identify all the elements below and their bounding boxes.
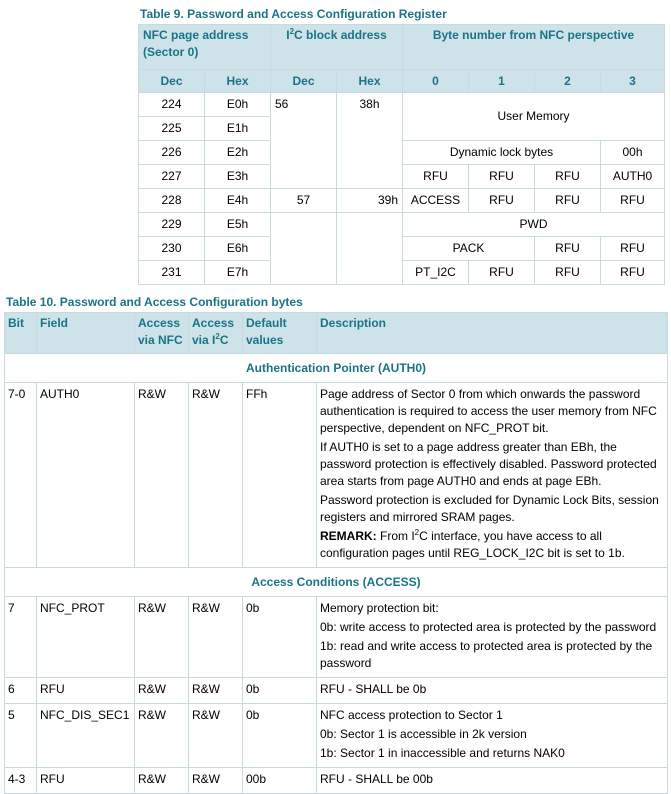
i2c-hex: 38h [337, 93, 403, 189]
table10-caption: Table 10. Password and Access Configuration bytes [6, 295, 303, 309]
page-hex: E5h [205, 213, 271, 237]
field-header: Field [37, 313, 135, 354]
table-row [139, 93, 665, 117]
i2c-dec: 56 [271, 93, 337, 189]
byte-2-header: 2 [535, 70, 601, 93]
nfc-access-cell: R&W [135, 678, 189, 704]
table-row [5, 704, 668, 768]
table10 [4, 312, 668, 794]
i2c-access-cell: R&W [189, 678, 243, 704]
dec-header: Dec [139, 70, 205, 93]
bit-header: Bit [5, 313, 37, 354]
page-dec: 224 [139, 93, 205, 117]
page-dec: 227 [139, 165, 205, 189]
nfc-access-cell: R&W [135, 704, 189, 768]
default-cell: 0b [243, 678, 317, 704]
hex-header: Hex [337, 70, 403, 93]
description-header: Description [317, 313, 668, 354]
field-cell: RFU [37, 768, 135, 794]
i2c-access-cell: R&W [189, 383, 243, 568]
byte-cell: RFU [469, 261, 535, 285]
byte-3-header: 3 [601, 70, 665, 93]
default-cell: 0b [243, 597, 317, 678]
description-cell: Page address of Sector 0 from which onwards the password authentication is required to access the user memory from NFC perspective, dependent on NFC_PROT bit. If AUTH0 is set to a page address greater than EBh, the password protection is effectively disabled. Password protected area starts from page AUTH0 and ends at page EBh. Password protection is excluded for Dynamic Lock Bits, session registers and mirrored SRAM pages. REMARK: From $I^2C$ interface, you have access to all configuration pages until REG_LOCK_I2C bit is set to 1b. [317, 383, 668, 568]
user-memory-cell: User Memory [403, 93, 665, 141]
default-cell: FFh [243, 383, 317, 568]
nfc-page-address-header: NFC page address (Sector 0) [139, 25, 271, 70]
default-cell: 0b [243, 704, 317, 768]
i2c-block-address-header: $I^2C$ block address [271, 25, 403, 70]
i2c-access-cell: R&W [189, 704, 243, 768]
bit-cell: 7 [5, 597, 37, 678]
table9 [138, 24, 665, 285]
page-dec: 229 [139, 213, 205, 237]
field-cell: NFC_PROT [37, 597, 135, 678]
page-dec: 228 [139, 189, 205, 213]
access-nfc-header: Access via NFC [135, 313, 189, 354]
bit-cell: 7-0 [5, 383, 37, 568]
table-row [5, 678, 668, 704]
bit-cell: 5 [5, 704, 37, 768]
table-row [5, 383, 668, 568]
page-hex: E2h [205, 141, 271, 165]
byte-cell: 00h [601, 141, 665, 165]
table9-caption: Table 9. Password and Access Configuration Register [140, 7, 447, 21]
section-row [5, 568, 668, 597]
i2c-hex-blank [337, 213, 403, 285]
page-dec: 230 [139, 237, 205, 261]
dynamic-lock-bytes-cell: Dynamic lock bytes [403, 141, 601, 165]
page-dec: 226 [139, 141, 205, 165]
i2c-access-cell: R&W [189, 597, 243, 678]
page-hex: E1h [205, 117, 271, 141]
page-dec: 225 [139, 117, 205, 141]
nfc-access-cell: R&W [135, 383, 189, 568]
table-row [5, 597, 668, 678]
description-cell: Memory protection bit: 0b: write access to protected area is protected by the password 1b: read and write access to protected area is protected by the password [317, 597, 668, 678]
section-row [5, 354, 668, 383]
i2c-hex: 39h [337, 189, 403, 213]
section-access: Access Conditions (ACCESS) [5, 568, 668, 597]
default-header: Default values [243, 313, 317, 354]
i2c-access-cell: R&W [189, 768, 243, 794]
byte-cell: RFU [403, 165, 469, 189]
table-row [5, 768, 668, 794]
nfc-access-cell: R&W [135, 597, 189, 678]
page-dec: 231 [139, 261, 205, 285]
byte-cell: RFU [535, 165, 601, 189]
nfc-access-cell: R&W [135, 768, 189, 794]
byte-cell: RFU [469, 165, 535, 189]
byte-0-header: 0 [403, 70, 469, 93]
page-hex: E6h [205, 237, 271, 261]
byte-cell: RFU [601, 261, 665, 285]
byte-cell: PT_I2C [403, 261, 469, 285]
byte-1-header: 1 [469, 70, 535, 93]
bit-cell: 4-3 [5, 768, 37, 794]
field-cell: NFC_DIS_SEC1 [37, 704, 135, 768]
description-cell: RFU - SHALL be 0b [317, 678, 668, 704]
byte-cell: RFU [535, 261, 601, 285]
page-hex: E0h [205, 93, 271, 117]
description-cell: RFU - SHALL be 00b [317, 768, 668, 794]
i2c-dec: 57 [271, 189, 337, 213]
hex-header: Hex [205, 70, 271, 93]
i2c-dec-blank [271, 213, 337, 285]
dec-header: Dec [271, 70, 337, 93]
byte-cell: RFU [535, 237, 601, 261]
section-auth0: Authentication Pointer (AUTH0) [5, 354, 668, 383]
table-row [139, 213, 665, 237]
byte-number-header: Byte number from NFC perspective [403, 25, 665, 70]
byte-cell: RFU [535, 189, 601, 213]
default-cell: 00b [243, 768, 317, 794]
pwd-cell: PWD [403, 213, 665, 237]
page-hex: E3h [205, 165, 271, 189]
table-row [139, 189, 665, 213]
bit-cell: 6 [5, 678, 37, 704]
byte-cell: ACCESS [403, 189, 469, 213]
byte-cell: AUTH0 [601, 165, 665, 189]
page-hex: E7h [205, 261, 271, 285]
byte-cell: RFU [469, 189, 535, 213]
page-hex: E4h [205, 189, 271, 213]
access-i2c-header: Access via $I^2C$ [189, 313, 243, 354]
pack-cell: PACK [403, 237, 535, 261]
byte-cell: RFU [601, 189, 665, 213]
field-cell: RFU [37, 678, 135, 704]
description-cell: NFC access protection to Sector 1 0b: Sector 1 is accessible in 2k version 1b: Sector 1 in inaccessible and returns NAK0 [317, 704, 668, 768]
field-cell: AUTH0 [37, 383, 135, 568]
byte-cell: RFU [601, 237, 665, 261]
